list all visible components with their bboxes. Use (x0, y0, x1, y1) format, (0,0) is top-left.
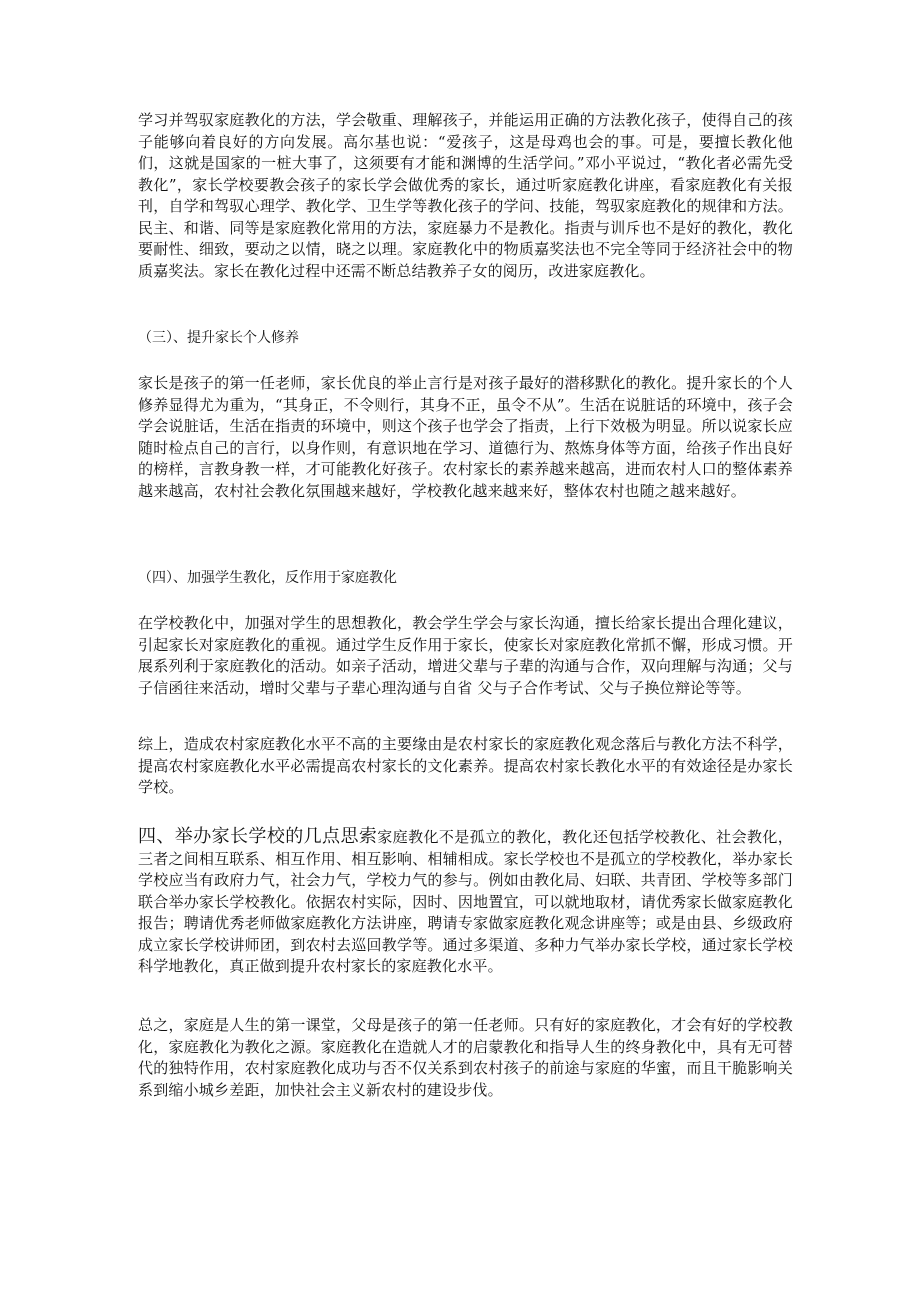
paragraph-parent-school (138, 826, 793, 978)
paragraph-parenting-methods: 学习并驾驭家庭教化的方法，学会敬重、理解孩子，并能运用正确的方法教化孩子，使得自己的孩子能够向着良好的方向发展。高尔基也说：“爱孩子，这是母鸡也会的事。可是，要擅长教化他们，这就是国家的一桩大事了，这须要有才能和渊博的生活学问。”邓小平说过，“教化者必需先受教化”，家长学校要教会孩子的家长学会做优秀的家长，通过听家庭教化讲座，看家庭教化有关报刊，自学和驾驭心理学、教化学、卫生学等教化孩子的学问、技能，驾驭家庭教化的规律和方法。民主、和谐、同等是家庭教化常用的方法，家庭暴力不是教化。指责与训斥也不是好的教化，教化要耐性、细致，要动之以情，晓之以理。家庭教化中的物质嘉奖法也不完全等同于经济社会中的物质嘉奖法。家长在教化过程中还需不断总结教养子女的阅历，改进家庭教化。 (138, 111, 793, 280)
paragraph-conclusion: 总之，家庭是人生的第一课堂，父母是孩子的第一任老师。只有好的家庭教化，才会有好的学校教化，家庭教化为教化之源。家庭教化在造就人才的启蒙教化和指导人生的终身教化中，具有无可替代的独特作用，农村家庭教化成功与否不仅关系到农村孩子的前途与家庭的华蜜，而且干脆影响关系到缩小城乡差距，加快社会主义新农村的建设步伐。 (138, 1016, 793, 1099)
heading-section-4: （四）、加强学生教化，反作用于家庭教化 (138, 570, 397, 586)
paragraph-student-education: 在学校教化中，加强对学生的思想教化，教会学生学会与家长沟通，擅长给家长提出合理化建议，引起家长对家庭教化的重视。通过学生反作用于家长，使家长对家庭教化常抓不懈，形成习惯。开展系列利于家庭教化的活动。如亲子活动，增进父辈与子辈的沟通与合作，双向理解与沟通；父与子信函往来活动，增时父辈与子辈心理沟通与自省 父与子合作考试、父与子换位辩论等等。 (138, 614, 793, 697)
paragraph-summary: 综上，造成农村家庭教化水平不高的主要缘由是农村家长的家庭教化观念落后与教化方法不科学，提高农村家庭教化水平必需提高农村家长的文化素养。提高农村家长教化水平的有效途径是办家长学校。 (138, 735, 793, 796)
heading-chapter-4: 四、举办家长学校的几点思索 (138, 826, 378, 847)
paragraph-parent-cultivation: 家长是孩子的第一任老师，家长优良的举止言行是对孩子最好的潜移默化的教化。提升家长的个人修养显得尤为重为，“其身正，不令则行，其身不正，虽令不从”。生活在说脏话的环境中，孩子会学会说脏话，生活在指责的环境中，则这个孩子也学会了指责，上行下效极为明显。所以说家长应随时检点自己的言行，以身作则，有意识地在学习、道德行为、熬炼身体等方面，给孩子作出良好的榜样，言教身教一样，才可能教化好孩子。农村家长的素养越来越高，进而农村人口的整体素养越来越高，农村社会教化氛围越来越好，学校教化越来越来好，整体农村也随之越来越好。 (138, 374, 793, 500)
paragraph-parent-school-text: 家庭教化不是孤立的教化，教化还包括学校教化、社会教化，三者之间相互联系、相互作用、相互影响、相辅相成。家长学校也不是孤立的学校教化，举办家长学校应当有政府力气，社会力气，学校力气的参与。例如由教化局、妇联、共青团、学校等多部门联合举办家长学校教化。依据农村实际，因时、因地置宜，可以就地取材，请优秀家长做家庭教化报告；聘请优秀老师做家庭教化方法讲座，聘请专家做家庭教化观念讲座等；或是由县、乡级政府成立家长学校讲师团，到农村去巡回教学等。通过多渠道、多种力气举办家长学校，通过家长学校科学地教化，真正做到提升农村家长的家庭教化水平。 (138, 828, 793, 975)
heading-section-3: （三）、提升家长个人修养 (138, 330, 299, 346)
